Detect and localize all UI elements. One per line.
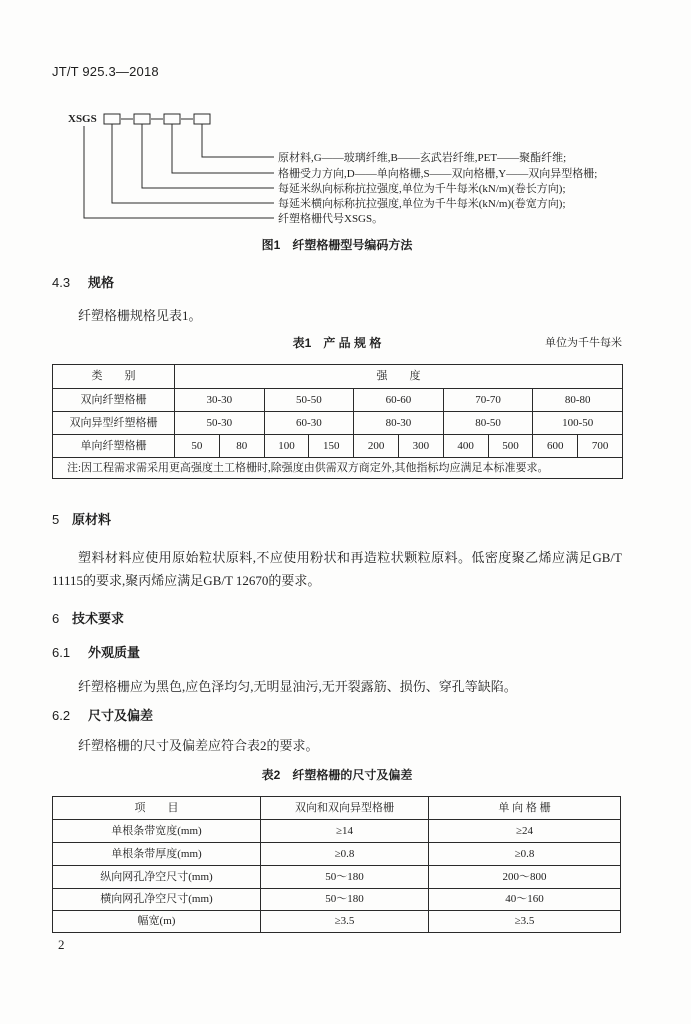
strength-cell: 150 — [309, 435, 354, 458]
section-6-2-heading — [52, 707, 153, 725]
code-prefix: XSGS — [68, 113, 97, 125]
value-cell: 50～180 — [261, 889, 429, 911]
row-label: 单根条带宽度(mm) — [53, 820, 261, 843]
strength-cell: 100 — [264, 435, 309, 458]
section-title: 技术要求 — [72, 611, 125, 626]
table-row — [53, 389, 623, 412]
table-1-product-specs — [52, 364, 623, 479]
table-note-row — [53, 458, 623, 479]
strength-cell: 400 — [443, 435, 488, 458]
code-box-1 — [104, 114, 120, 124]
strength-cell: 100-50 — [533, 412, 623, 435]
section-5-text: 塑料材料应使用原始粒状原料,不应使用粉状和再造粒状颗粒原料。低密度聚乙烯应满足GB/T 11115的要求,聚丙烯应满足GB/T 12670的要求。 — [52, 550, 622, 588]
value-cell: 40～160 — [429, 889, 621, 911]
value-cell: 50～180 — [261, 866, 429, 889]
strength-cell: 30-30 — [175, 389, 265, 412]
value-cell: ≥3.5 — [261, 911, 429, 933]
section-title: 外观质量 — [88, 645, 141, 660]
leader-line-material — [202, 124, 274, 157]
figure-1-caption: 图1 纤塑格栅型号编码方法 — [261, 238, 413, 252]
strength-cell: 50-50 — [264, 389, 354, 412]
header-category: 类 别 — [53, 365, 175, 389]
strength-cell: 60-60 — [354, 389, 444, 412]
section-number: 6 — [52, 611, 60, 626]
leader-line-longitudinal-strength — [142, 124, 274, 188]
figure-1-coding-diagram — [0, 100, 660, 230]
table-row — [53, 412, 623, 435]
document-id: JT/T 925.3—2018 — [52, 64, 159, 79]
section-5-heading — [52, 511, 111, 529]
row-label: 单向纤塑格栅 — [53, 435, 175, 458]
table-2-dimensions — [52, 796, 621, 933]
section-6-2-text: 纤塑格栅的尺寸及偏差应符合表2的要求。 — [78, 738, 319, 753]
row-label: 横向网孔净空尺寸(mm) — [53, 889, 261, 911]
value-cell: ≥0.8 — [429, 843, 621, 866]
table-note: 注:因工程需求需采用更高强度土工格栅时,除强度由供需双方商定外,其他指标均应满足本标准要求。 — [53, 458, 623, 479]
section-title: 规格 — [88, 275, 115, 290]
header-biaxial: 双向和双向异型格栅 — [261, 797, 429, 820]
row-label: 单根条带厚度(mm) — [53, 843, 261, 866]
row-label: 双向纤塑格栅 — [53, 389, 175, 412]
strength-cell: 300 — [398, 435, 443, 458]
section-6-heading — [52, 610, 124, 628]
section-title: 原材料 — [72, 512, 112, 527]
header-item: 项 目 — [53, 797, 261, 820]
strength-cell: 80-50 — [443, 412, 533, 435]
strength-cell: 50-30 — [175, 412, 265, 435]
table-row — [53, 889, 621, 911]
value-cell: ≥24 — [429, 820, 621, 843]
label-direction: 格栅受力方向,D——单向格栅,S——双向格栅,Y——双向异型格栅; — [278, 168, 598, 180]
section-title: 尺寸及偏差 — [88, 708, 154, 723]
table-row — [53, 866, 621, 889]
strength-cell: 80-30 — [354, 412, 444, 435]
table-header-row — [53, 365, 623, 389]
strength-cell: 50 — [175, 435, 220, 458]
page-number: 2 — [58, 937, 65, 952]
strength-cell: 200 — [354, 435, 399, 458]
table-row — [53, 843, 621, 866]
value-cell: 200～800 — [429, 866, 621, 889]
strength-cell: 70-70 — [443, 389, 533, 412]
label-transverse-strength: 每延米横向标称抗拉强度,单位为千牛每米(kN/m)(卷宽方向); — [278, 198, 566, 210]
table-1-caption: 表1 产 品 规 格 — [292, 336, 382, 350]
header-uniaxial: 单 向 格 栅 — [429, 797, 621, 820]
table-row — [53, 911, 621, 933]
label-product-code: 纤塑格栅代号XSGS。 — [278, 213, 384, 225]
table-1-unit: 单位为千牛每米 — [545, 337, 622, 349]
value-cell: ≥3.5 — [429, 911, 621, 933]
code-box-2 — [134, 114, 150, 124]
header-strength: 强 度 — [175, 365, 623, 389]
value-cell: ≥0.8 — [261, 843, 429, 866]
row-label: 幅宽(m) — [53, 911, 261, 933]
strength-cell: 80 — [219, 435, 264, 458]
value-cell: ≥14 — [261, 820, 429, 843]
section-6-1-text: 纤塑格栅应为黑色,应色泽均匀,无明显油污,无开裂露筋、损伤、穿孔等缺陷。 — [78, 679, 517, 694]
strength-cell: 500 — [488, 435, 533, 458]
table-header-row — [53, 797, 621, 820]
section-number: 4.3 — [52, 275, 71, 290]
strength-cell: 60-30 — [264, 412, 354, 435]
row-label: 纵向网孔净空尺寸(mm) — [53, 866, 261, 889]
strength-cell: 600 — [533, 435, 578, 458]
table-2-caption: 表2 纤塑格栅的尺寸及偏差 — [261, 768, 413, 782]
table-row — [53, 435, 623, 458]
code-box-4 — [194, 114, 210, 124]
section-4-3-text: 纤塑格栅规格见表1。 — [78, 308, 202, 323]
section-number: 5 — [52, 512, 60, 527]
label-material: 原材料,G——玻璃纤维,B——玄武岩纤维,PET——聚酯纤维; — [278, 152, 567, 164]
leader-line-transverse-strength — [112, 124, 274, 203]
section-6-1-heading — [52, 644, 140, 662]
table-row — [53, 820, 621, 843]
section-4-3-heading — [52, 274, 114, 292]
leader-line-direction — [172, 124, 274, 173]
section-number: 6.1 — [52, 645, 71, 660]
label-longitudinal-strength: 每延米纵向标称抗拉强度,单位为千牛每米(kN/m)(卷长方向); — [278, 183, 566, 195]
code-box-3 — [164, 114, 180, 124]
row-label: 双向异型纤塑格栅 — [53, 412, 175, 435]
strength-cell: 80-80 — [533, 389, 623, 412]
section-number: 6.2 — [52, 708, 71, 723]
strength-cell: 700 — [578, 435, 623, 458]
